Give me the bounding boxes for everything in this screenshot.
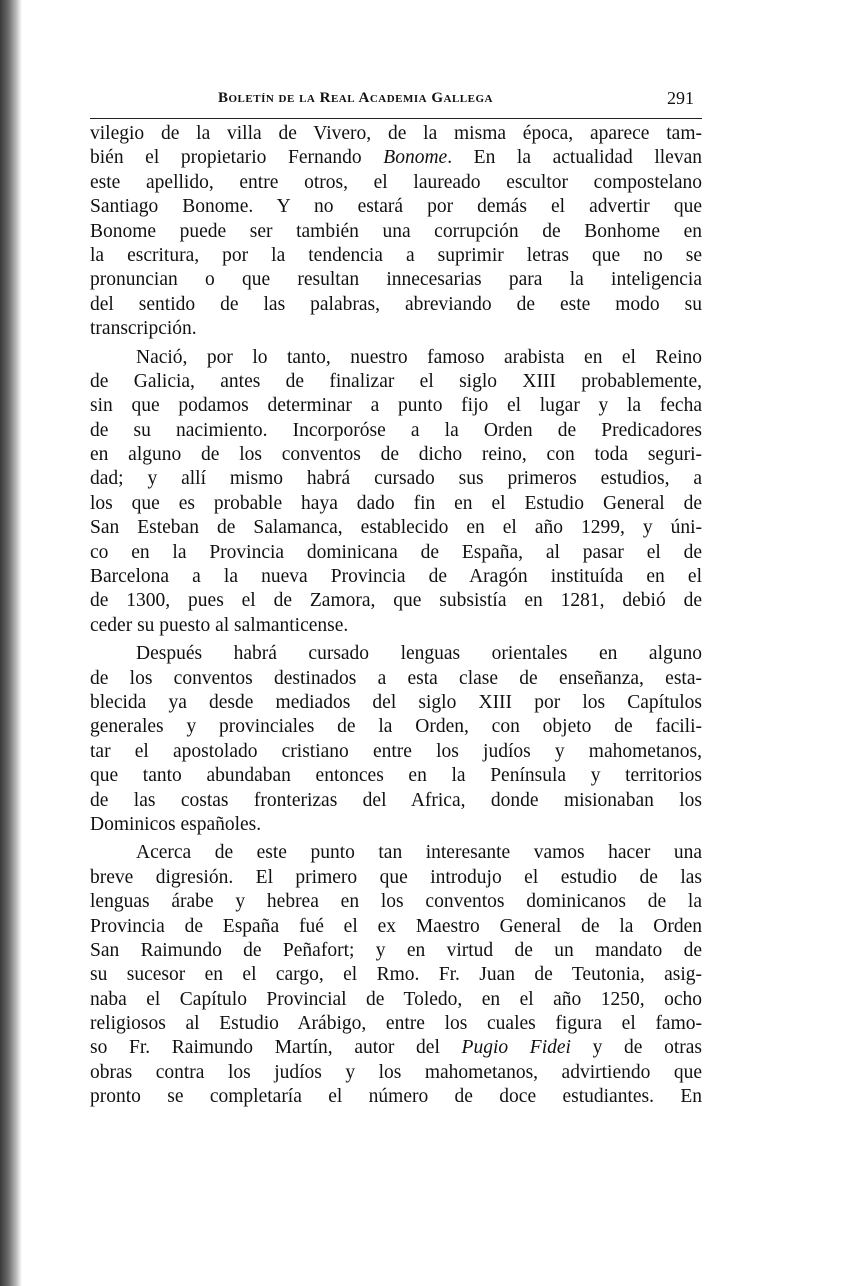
text-line: transcripción.	[90, 318, 197, 340]
text-line: Barcelona a la nueva Provincia de Aragón instituída en el	[90, 566, 702, 588]
text-line: Santiago Bonome. Y no estará por demás el advertir que	[90, 196, 702, 218]
text-line: de su nacimiento. Incorporóse a la Orden de Predicadores	[90, 419, 702, 441]
text-line: sin que podamos determinar a punto fijo el lugar y la fecha	[90, 395, 702, 417]
paragraph	[90, 122, 702, 342]
paragraph	[90, 841, 702, 1109]
text-line: pronuncian o que resultan innecesarias para la inteligencia	[90, 269, 702, 291]
italic-title: Pugio Fidei	[461, 1037, 571, 1059]
text-line: Acerca de este punto tan interesante vamos hacer una	[136, 842, 702, 864]
text-line: blecida ya desde mediados del siglo XIII por los Capítulos	[90, 691, 702, 713]
paragraph	[90, 642, 702, 837]
text-line: religiosos al Estudio Arábigo, entre los cuales figura el famo-	[90, 1013, 702, 1035]
text-line: Después habrá cursado lenguas orientales en alguno	[136, 643, 702, 665]
text-line: que tanto abundaban entonces en la Península y territorios	[90, 765, 702, 787]
text-line: San Esteban de Salamanca, establecido en el año 1299, y úni-	[90, 517, 702, 539]
text-line: de 1300, pues el de Zamora, que subsistía en 1281, debió de	[90, 590, 702, 612]
text-line: tar el apostolado cristiano entre los judíos y mahometanos,	[90, 740, 702, 762]
text-line: dad; y allí mismo habrá cursado sus primeros estudios, a	[90, 468, 702, 490]
body-text	[90, 122, 702, 1110]
text-line: ceder su puesto al salmanticense.	[90, 614, 349, 636]
text-line: los que es probable haya dado fin en el Estudio General de	[90, 492, 702, 514]
page-number: 291	[667, 88, 694, 108]
text-line: bién el propietario Fernando Bonome. En la actualidad llevan	[90, 147, 702, 169]
text-line: Nació, por lo tanto, nuestro famoso arabista en el Reino	[136, 346, 702, 368]
text-line: so Fr. Raimundo Martín, autor del Pugio Fidei y de otras	[90, 1037, 703, 1059]
text-line: vilegio de la villa de Vivero, de la misma época, aparece tam-	[90, 123, 702, 144]
text-line: su sucesor en el cargo, el Rmo. Fr. Juan de Teutonia, asig-	[90, 964, 702, 986]
paragraph	[90, 346, 702, 639]
text-line: generales y provinciales de la Orden, con objeto de facili-	[90, 716, 702, 738]
text-line: Dominicos españoles.	[90, 813, 262, 835]
text-line: co en la Provincia dominicana de España, al pasar el de	[90, 541, 702, 563]
journal-title: Boletín de la Real Academia Gallega	[218, 90, 493, 106]
text-line: pronto se completaría el número de doce estudiantes. En	[90, 1086, 702, 1108]
text-line: breve digresión. El primero que introdujo el estudio de las	[90, 866, 702, 888]
text-line: Bonome puede ser también una corrupción de Bonhome en	[90, 220, 702, 242]
text-line: de los conventos destinados a esta clase de enseñanza, esta-	[90, 667, 702, 689]
text-line: de Galicia, antes de finalizar el siglo XIII probablemente,	[90, 370, 702, 392]
running-header	[90, 88, 702, 119]
text-line: lenguas árabe y hebrea en los conventos dominicanos de la	[90, 891, 702, 913]
text-line: la escritura, por la tendencia a suprimir letras que no se	[90, 244, 702, 266]
text-line: de las costas fronterizas del Africa, donde misionaban los	[90, 789, 702, 811]
text-line: del sentido de las palabras, abreviando de este modo su	[90, 293, 702, 315]
text-line: obras contra los judíos y los mahometanos, advirtiendo que	[90, 1061, 702, 1083]
text-line: este apellido, entre otros, el laureado escultor compostelano	[90, 171, 702, 193]
text-line: San Raimundo de Peñafort; y en virtud de un mandato de	[90, 939, 702, 961]
text-line: naba el Capítulo Provincial de Toledo, en el año 1250, ocho	[90, 988, 702, 1010]
text-line: en alguno de los conventos de dicho reino, con toda seguri-	[90, 444, 702, 466]
scan-edge-shadow	[0, 0, 22, 1286]
italic-title: Bonome	[383, 147, 448, 169]
text-line: Provincia de España fué el ex Maestro General de la Orden	[90, 915, 702, 937]
